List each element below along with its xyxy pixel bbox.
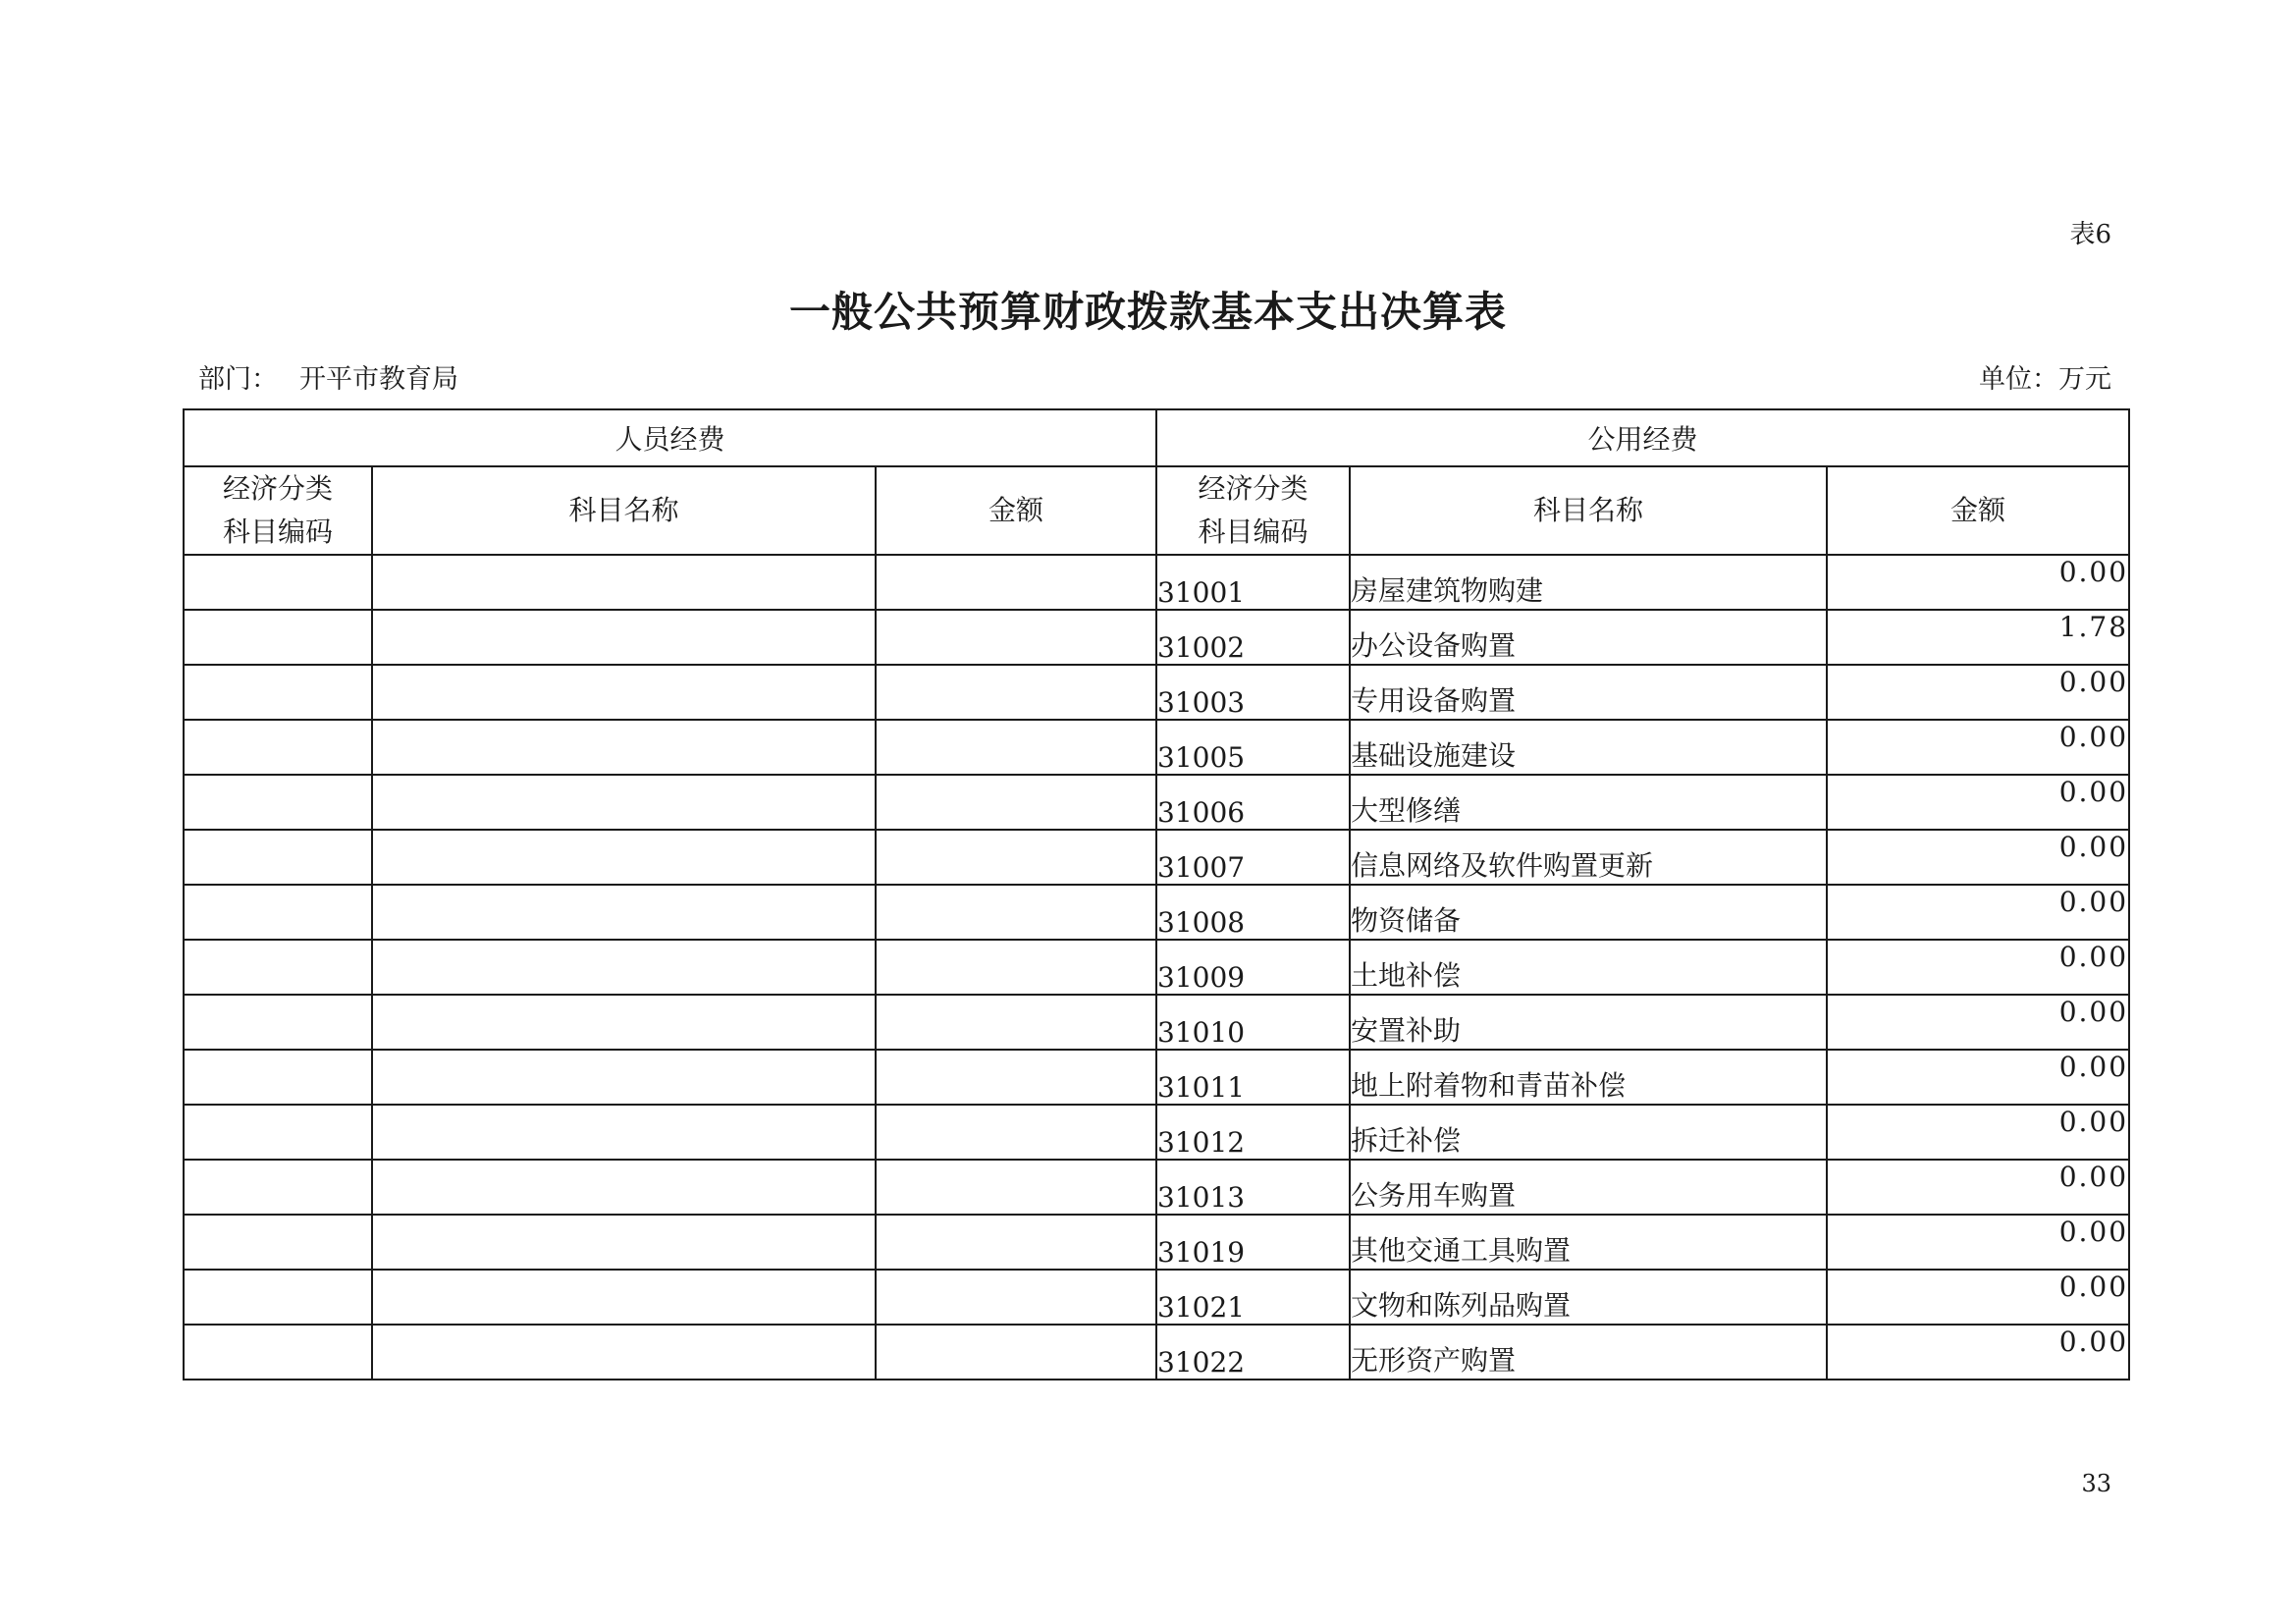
public-amount-cell: 0.00 xyxy=(1827,995,2129,1050)
public-amount-cell: 0.00 xyxy=(1827,1105,2129,1160)
personnel-code-cell xyxy=(184,1160,372,1215)
personnel-amount-cell xyxy=(876,1215,1156,1270)
personnel-code-cell xyxy=(184,1105,372,1160)
personnel-code-cell xyxy=(184,995,372,1050)
table-row xyxy=(184,1270,2129,1325)
personnel-name-cell xyxy=(372,1270,876,1325)
personnel-name-cell xyxy=(372,1050,876,1105)
personnel-code-cell xyxy=(184,830,372,885)
personnel-code-cell xyxy=(184,775,372,830)
public-name-cell: 办公设备购置 xyxy=(1350,610,1827,665)
public-code-cell: 31010 xyxy=(1156,995,1350,1050)
table-label: 表6 xyxy=(2069,220,2111,249)
personnel-amount-cell xyxy=(876,1050,1156,1105)
public-code-cell: 31019 xyxy=(1156,1215,1350,1270)
table-row xyxy=(184,1105,2129,1160)
table-row xyxy=(184,665,2129,720)
public-amount-cell: 0.00 xyxy=(1827,555,2129,610)
public-name-cell: 土地补偿 xyxy=(1350,940,1827,995)
personnel-name-cell xyxy=(372,555,876,610)
public-name-cell: 物资储备 xyxy=(1350,885,1827,940)
personnel-name-cell xyxy=(372,995,876,1050)
public-amount-cell: 0.00 xyxy=(1827,1270,2129,1325)
public-code-cell: 31022 xyxy=(1156,1325,1350,1380)
personnel-name-cell xyxy=(372,610,876,665)
personnel-amount-cell xyxy=(876,885,1156,940)
public-amount-cell: 1.78 xyxy=(1827,610,2129,665)
table-row xyxy=(184,610,2129,665)
personnel-name-cell xyxy=(372,775,876,830)
public-code-cell: 31009 xyxy=(1156,940,1350,995)
table-row xyxy=(184,995,2129,1050)
table-row xyxy=(184,775,2129,830)
personnel-amount-header: 金额 xyxy=(876,466,1156,555)
public-name-cell: 地上附着物和青苗补偿 xyxy=(1350,1050,1827,1105)
public-code-cell: 31001 xyxy=(1156,555,1350,610)
personnel-name-cell xyxy=(372,1325,876,1380)
personnel-code-cell xyxy=(184,1215,372,1270)
public-amount-cell: 0.00 xyxy=(1827,1160,2129,1215)
public-name-header: 科目名称 xyxy=(1350,466,1827,555)
public-amount-cell: 0.00 xyxy=(1827,885,2129,940)
personnel-code-cell xyxy=(184,1050,372,1105)
personnel-code-cell xyxy=(184,665,372,720)
personnel-code-cell xyxy=(184,1270,372,1325)
personnel-amount-cell xyxy=(876,1160,1156,1215)
public-name-cell: 公务用车购置 xyxy=(1350,1160,1827,1215)
budget-table xyxy=(183,408,2130,1380)
group-header-row xyxy=(184,409,2129,466)
table-body xyxy=(184,555,2129,1380)
public-code-cell: 31005 xyxy=(1156,720,1350,775)
personnel-amount-cell xyxy=(876,555,1156,610)
table-row xyxy=(184,720,2129,775)
unit-label: 单位：万元 xyxy=(1979,364,2111,395)
public-amount-cell: 0.00 xyxy=(1827,665,2129,720)
department-name: 开平市教育局 xyxy=(299,364,458,395)
personnel-amount-cell xyxy=(876,665,1156,720)
table-row xyxy=(184,1050,2129,1105)
personnel-amount-cell xyxy=(876,1270,1156,1325)
personnel-name-cell xyxy=(372,720,876,775)
personnel-name-cell xyxy=(372,885,876,940)
public-code-cell: 31012 xyxy=(1156,1105,1350,1160)
public-name-cell: 专用设备购置 xyxy=(1350,665,1827,720)
group-header-public: 公用经费 xyxy=(1156,409,2129,466)
public-name-cell: 安置补助 xyxy=(1350,995,1827,1050)
personnel-code-header: 经济分类 科目编码 xyxy=(184,466,372,555)
public-code-cell: 31002 xyxy=(1156,610,1350,665)
personnel-code-cell xyxy=(184,610,372,665)
public-code-cell: 31007 xyxy=(1156,830,1350,885)
personnel-code-cell xyxy=(184,1325,372,1380)
table-row xyxy=(184,1160,2129,1215)
personnel-amount-cell xyxy=(876,1325,1156,1380)
public-amount-cell: 0.00 xyxy=(1827,720,2129,775)
public-name-cell: 其他交通工具购置 xyxy=(1350,1215,1827,1270)
public-code-cell: 31021 xyxy=(1156,1270,1350,1325)
personnel-name-cell xyxy=(372,1105,876,1160)
public-amount-cell: 0.00 xyxy=(1827,1215,2129,1270)
table-row xyxy=(184,1325,2129,1380)
personnel-amount-cell xyxy=(876,610,1156,665)
public-code-cell: 31003 xyxy=(1156,665,1350,720)
public-code-header: 经济分类 科目编码 xyxy=(1156,466,1350,555)
public-code-cell: 31013 xyxy=(1156,1160,1350,1215)
public-name-cell: 房屋建筑物购建 xyxy=(1350,555,1827,610)
personnel-code-cell xyxy=(184,940,372,995)
public-amount-cell: 0.00 xyxy=(1827,830,2129,885)
page-title: 一般公共预算财政拨款基本支出决算表 xyxy=(788,288,1507,336)
department-label: 部门： xyxy=(198,364,278,395)
group-header-personnel: 人员经费 xyxy=(184,409,1156,466)
public-amount-cell: 0.00 xyxy=(1827,775,2129,830)
table-row xyxy=(184,940,2129,995)
personnel-amount-cell xyxy=(876,995,1156,1050)
column-header-row xyxy=(184,466,2129,555)
personnel-name-header: 科目名称 xyxy=(372,466,876,555)
department-info xyxy=(198,357,458,396)
public-name-cell: 无形资产购置 xyxy=(1350,1325,1827,1380)
public-name-cell: 拆迁补偿 xyxy=(1350,1105,1827,1160)
public-name-cell: 文物和陈列品购置 xyxy=(1350,1270,1827,1325)
public-amount-cell: 0.00 xyxy=(1827,1325,2129,1380)
public-code-cell: 31006 xyxy=(1156,775,1350,830)
public-code-cell: 31011 xyxy=(1156,1050,1350,1105)
personnel-amount-cell xyxy=(876,830,1156,885)
public-name-cell: 信息网络及软件购置更新 xyxy=(1350,830,1827,885)
personnel-name-cell xyxy=(372,1160,876,1215)
personnel-amount-cell xyxy=(876,720,1156,775)
personnel-code-cell xyxy=(184,885,372,940)
personnel-amount-cell xyxy=(876,775,1156,830)
personnel-amount-cell xyxy=(876,1105,1156,1160)
personnel-name-cell xyxy=(372,1215,876,1270)
page-number: 33 xyxy=(2081,1470,2111,1497)
public-amount-cell: 0.00 xyxy=(1827,940,2129,995)
personnel-code-cell xyxy=(184,720,372,775)
personnel-amount-cell xyxy=(876,940,1156,995)
table-row xyxy=(184,885,2129,940)
public-code-cell: 31008 xyxy=(1156,885,1350,940)
personnel-name-cell xyxy=(372,830,876,885)
personnel-name-cell xyxy=(372,940,876,995)
table-row xyxy=(184,1215,2129,1270)
public-amount-cell: 0.00 xyxy=(1827,1050,2129,1105)
public-name-cell: 基础设施建设 xyxy=(1350,720,1827,775)
public-amount-header: 金额 xyxy=(1827,466,2129,555)
table-row xyxy=(184,830,2129,885)
personnel-name-cell xyxy=(372,665,876,720)
personnel-code-cell xyxy=(184,555,372,610)
table-row xyxy=(184,555,2129,610)
public-name-cell: 大型修缮 xyxy=(1350,775,1827,830)
